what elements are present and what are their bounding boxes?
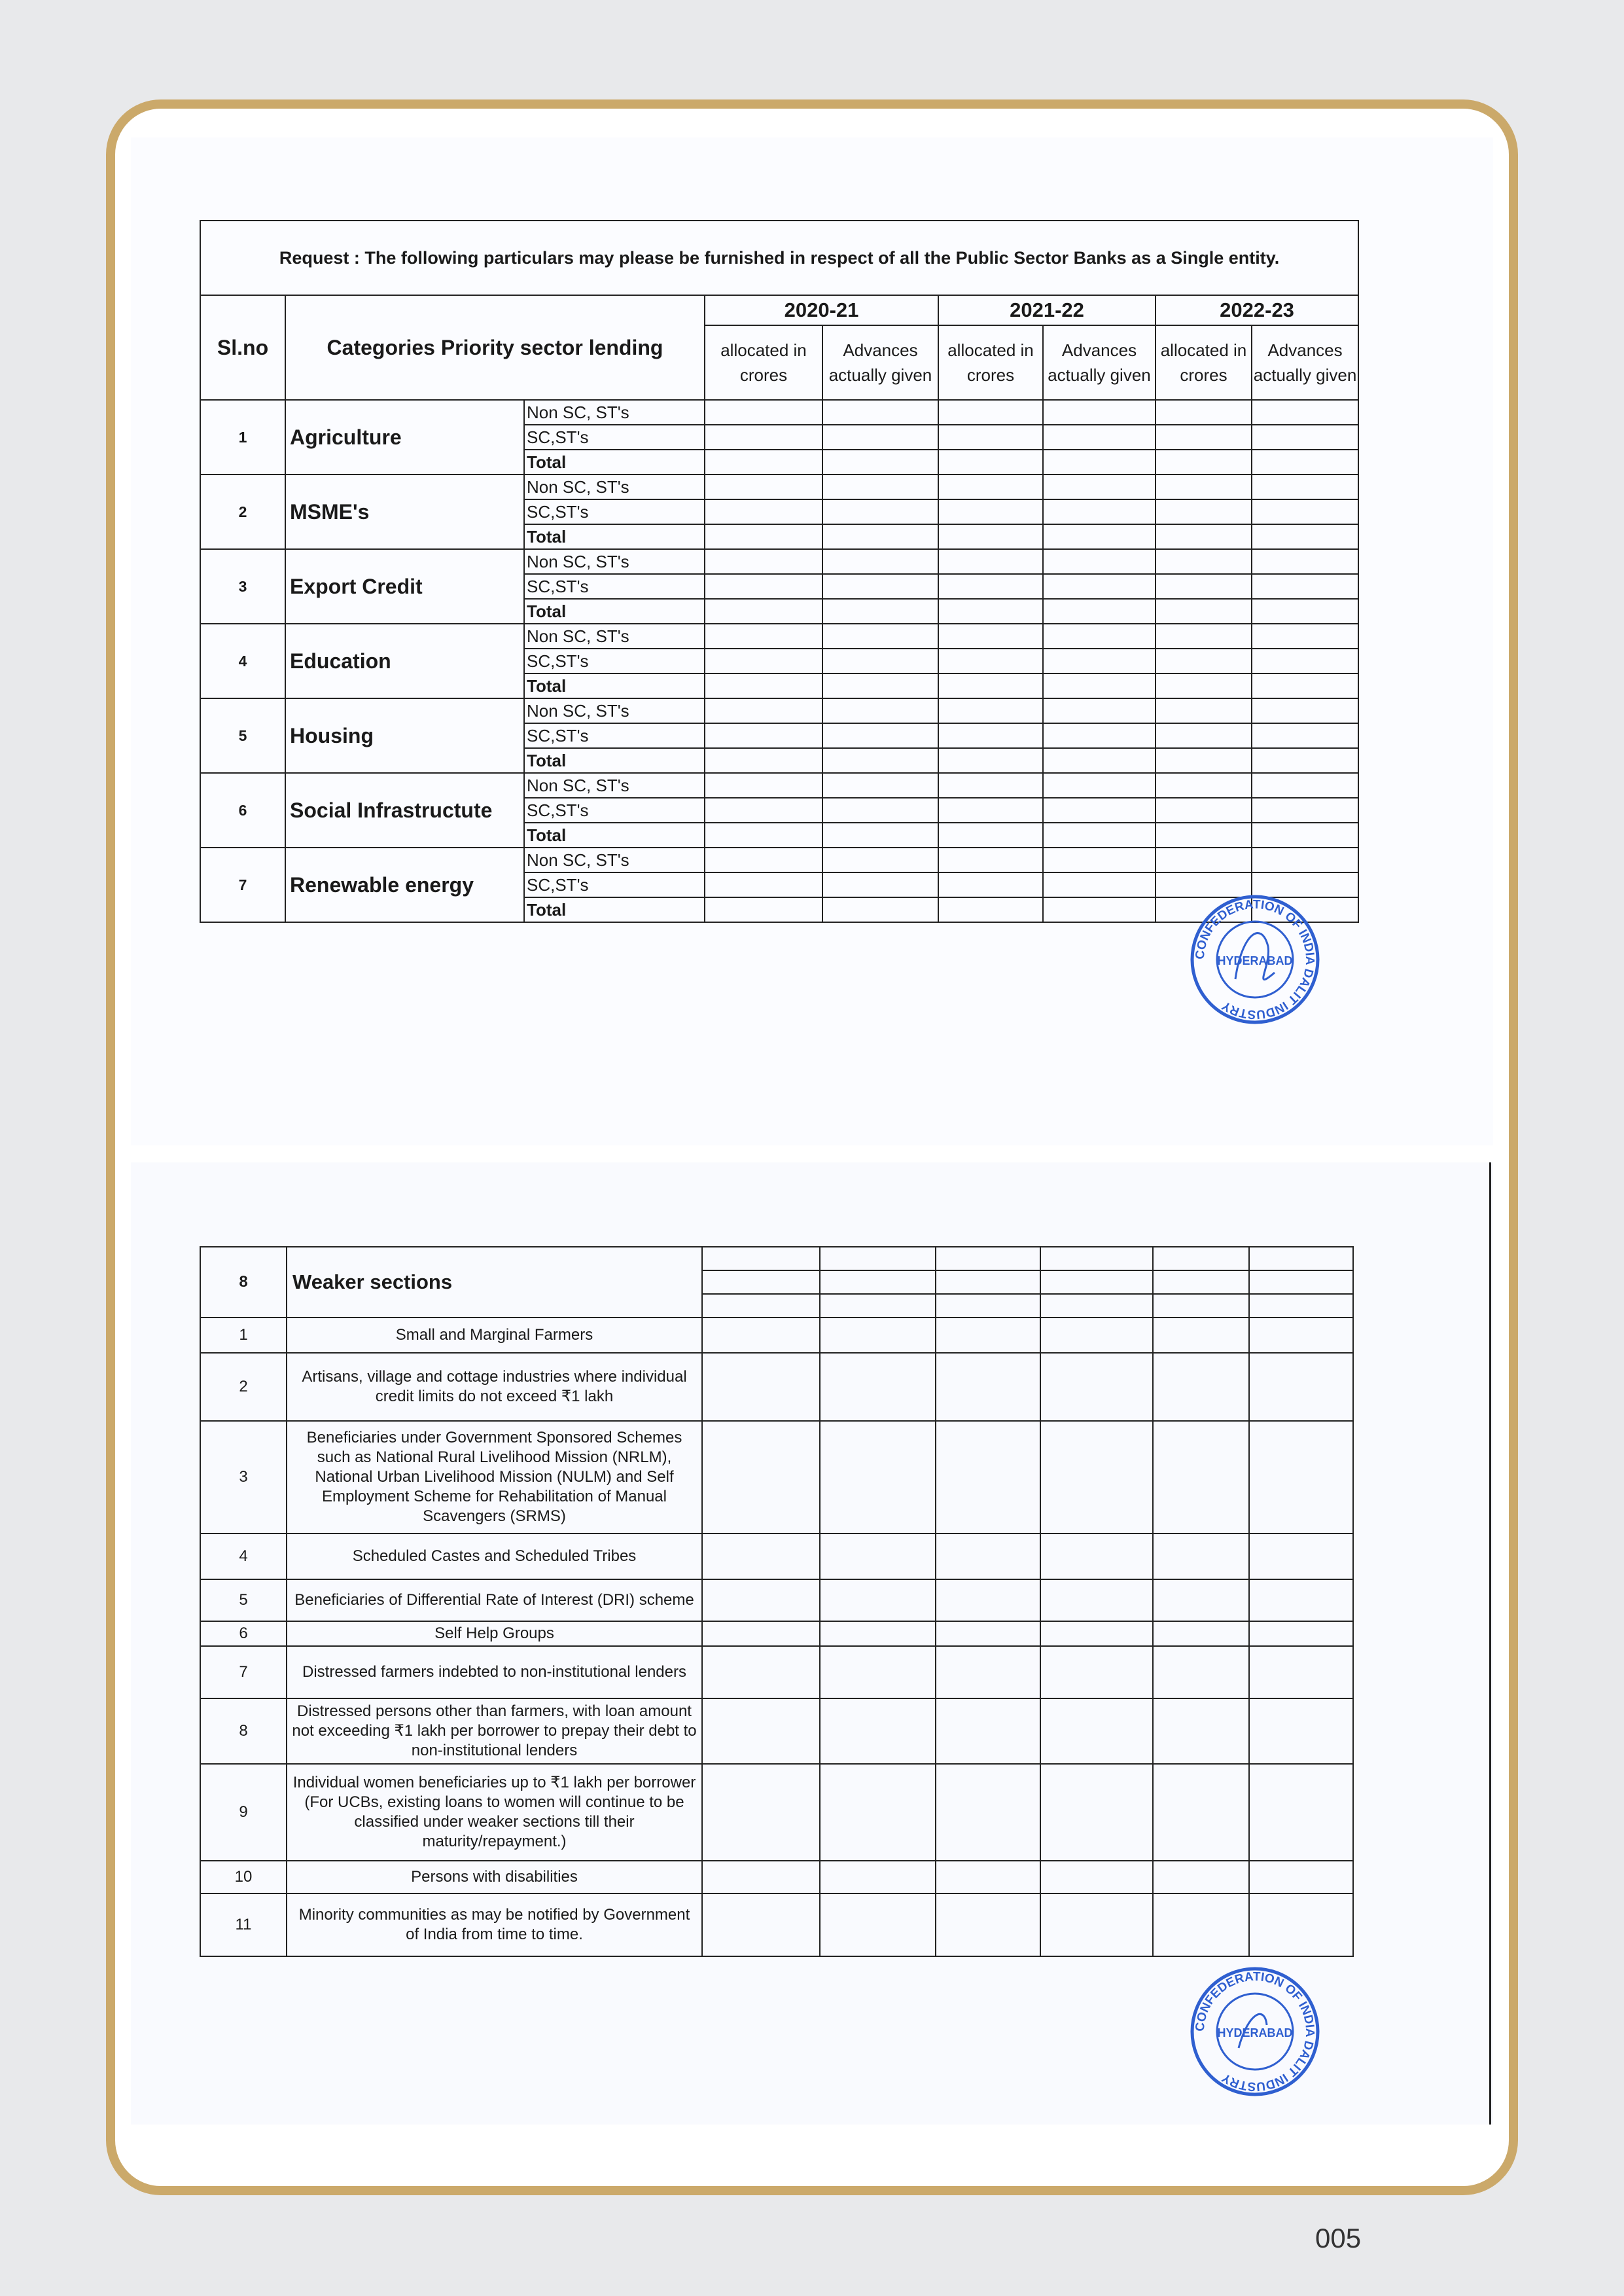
value-cell [705, 499, 822, 524]
subcategory-label: Total [524, 599, 705, 624]
scan-edge-line [1489, 1162, 1491, 2125]
value-cell [936, 1579, 1040, 1621]
value-cell [705, 624, 822, 649]
value-cell [1156, 723, 1252, 748]
value-cell [1252, 475, 1358, 499]
value-cell [1156, 649, 1252, 673]
value-cell [822, 599, 938, 624]
category-number: 6 [200, 773, 285, 848]
category-row [200, 624, 1358, 649]
weaker-section-row [200, 1698, 1353, 1764]
value-cell [705, 475, 822, 499]
value-cell [1252, 524, 1358, 549]
value-cell [822, 450, 938, 475]
subcategory-label: Non SC, ST's [524, 698, 705, 723]
year-header: 2020-21 [705, 295, 938, 325]
item-description: Distressed farmers indebted to non-institutional lenders [287, 1646, 702, 1698]
item-description: Individual women beneficiaries up to ₹1 lakh per borrower (For UCBs, existing loans to women will continue to be classified under weaker sections till their maturity/repayment.) [287, 1764, 702, 1861]
value-cell [1043, 524, 1156, 549]
value-cell [822, 872, 938, 897]
subcategory-label: SC,ST's [524, 798, 705, 823]
subcategory-label: Total [524, 748, 705, 773]
value-cell [1249, 1861, 1353, 1893]
value-cell [1249, 1646, 1353, 1698]
item-number: 4 [200, 1534, 287, 1579]
page-number: 005 [1315, 2223, 1362, 2253]
value-cell [820, 1318, 936, 1353]
subcategory-label: SC,ST's [524, 499, 705, 524]
value-cell [1252, 649, 1358, 673]
value-cell [1252, 723, 1358, 748]
value-cell [1252, 599, 1358, 624]
value-cell [705, 773, 822, 798]
value-cell [938, 872, 1043, 897]
value-cell [1043, 848, 1156, 872]
value-cell [1043, 450, 1156, 475]
value-cell [705, 450, 822, 475]
value-cell [702, 1421, 820, 1534]
subcategory-label: SC,ST's [524, 872, 705, 897]
value-cell [1156, 599, 1252, 624]
value-cell [936, 1534, 1040, 1579]
value-cell [822, 624, 938, 649]
category-row [200, 475, 1358, 499]
value-cell [938, 450, 1043, 475]
item-description: Artisans, village and cottage industries where individual credit limits do not exceed ₹1 lakh [287, 1353, 702, 1421]
item-description: Persons with disabilities [287, 1861, 702, 1893]
value-cell [938, 897, 1043, 922]
value-cell [705, 549, 822, 574]
value-cell [705, 848, 822, 872]
confederation-stamp-top [1190, 894, 1320, 1025]
value-cell [936, 1353, 1040, 1421]
value-cell [1040, 1353, 1153, 1421]
sub-column-header: Advances actually given [822, 325, 938, 400]
value-cell [822, 499, 938, 524]
item-number: 10 [200, 1861, 287, 1893]
value-cell [1249, 1534, 1353, 1579]
value-cell [702, 1698, 820, 1764]
year-header: 2022-23 [1156, 295, 1358, 325]
value-cell [1249, 1318, 1353, 1353]
value-cell [1040, 1646, 1153, 1698]
value-cell [938, 549, 1043, 574]
subcategory-label: SC,ST's [524, 425, 705, 450]
value-cell [705, 599, 822, 624]
value-cell [938, 475, 1043, 499]
weaker-section-row [200, 1353, 1353, 1421]
value-cell [938, 798, 1043, 823]
value-cell [1043, 599, 1156, 624]
value-cell [1156, 574, 1252, 599]
value-cell [1153, 1893, 1249, 1956]
subcategory-label: Non SC, ST's [524, 773, 705, 798]
value-cell [822, 698, 938, 723]
subcategory-label: SC,ST's [524, 723, 705, 748]
item-number: 3 [200, 1421, 287, 1534]
item-description: Beneficiaries under Government Sponsored Schemes such as National Rural Livelihood Mission (NRLM), National Urban Livelihood Mission (NULM) and Self Employment Scheme for Rehabilitation of Manual Scavengers (SRMS) [287, 1421, 702, 1534]
item-number: 1 [200, 1318, 287, 1353]
value-cell [1252, 798, 1358, 823]
value-cell [1153, 1353, 1249, 1421]
category-name: Agriculture [285, 400, 524, 475]
value-cell [820, 1534, 936, 1579]
category-number: 5 [200, 698, 285, 773]
value-cell [1043, 549, 1156, 574]
value-cell [936, 1621, 1040, 1646]
value-cell [938, 748, 1043, 773]
value-cell [1252, 450, 1358, 475]
value-cell [1249, 1421, 1353, 1534]
value-cell [820, 1579, 936, 1621]
value-cell [938, 574, 1043, 599]
value-cell [938, 599, 1043, 624]
value-cell [938, 624, 1043, 649]
sub-column-header: allocated in crores [938, 325, 1043, 400]
value-cell [1156, 773, 1252, 798]
value-cell [938, 400, 1043, 425]
subcategory-label: Non SC, ST's [524, 475, 705, 499]
subcategory-label: Total [524, 897, 705, 922]
value-cell [938, 698, 1043, 723]
category-number: 4 [200, 624, 285, 698]
value-cell [702, 1764, 820, 1861]
value-cell [1040, 1764, 1153, 1861]
item-description: Self Help Groups [287, 1621, 702, 1646]
subcategory-label: Total [524, 673, 705, 698]
value-cell [1156, 425, 1252, 450]
categories-header: Categories Priority sector lending [285, 295, 705, 400]
value-cell [820, 1621, 936, 1646]
value-cell [1153, 1764, 1249, 1861]
stamp-outer-text: CONFEDERATION OF INDIA DALIT INDUSTRY [1193, 1969, 1317, 2094]
year-header: 2021-22 [938, 295, 1156, 325]
value-cell [1040, 1534, 1153, 1579]
value-cell [1153, 1318, 1249, 1353]
value-cell [1156, 450, 1252, 475]
value-cell [822, 673, 938, 698]
value-cell [936, 1764, 1040, 1861]
value-cell [1043, 499, 1156, 524]
value-cell [702, 1861, 820, 1893]
subcategory-label: Non SC, ST's [524, 400, 705, 425]
value-cell [702, 1646, 820, 1698]
value-cell [938, 823, 1043, 848]
value-cell [1153, 1534, 1249, 1579]
item-number: 6 [200, 1621, 287, 1646]
item-number: 7 [200, 1646, 287, 1698]
value-cell [1043, 723, 1156, 748]
category-name: MSME's [285, 475, 524, 549]
subcategory-label: Non SC, ST's [524, 848, 705, 872]
subcategory-label: Total [524, 823, 705, 848]
weaker-section-row [200, 1646, 1353, 1698]
value-cell [1153, 1579, 1249, 1621]
value-cell [705, 574, 822, 599]
category-name: Social Infrastructute [285, 773, 524, 848]
value-cell [820, 1353, 936, 1421]
value-cell [705, 698, 822, 723]
weaker-sections-number: 8 [200, 1247, 287, 1318]
value-cell [822, 773, 938, 798]
value-cell [1249, 1893, 1353, 1956]
confederation-stamp-bottom [1190, 1966, 1320, 2097]
value-cell [1156, 823, 1252, 848]
value-cell [1249, 1353, 1353, 1421]
value-cell [705, 649, 822, 673]
value-cell [1249, 1764, 1353, 1861]
subcategory-label: SC,ST's [524, 574, 705, 599]
value-cell [1040, 1318, 1153, 1353]
category-name: Housing [285, 698, 524, 773]
category-number: 3 [200, 549, 285, 624]
category-number: 1 [200, 400, 285, 475]
value-cell [822, 524, 938, 549]
value-cell [938, 524, 1043, 549]
value-cell [1156, 475, 1252, 499]
value-cell [1043, 872, 1156, 897]
weaker-sections-title: Weaker sections [287, 1247, 702, 1318]
category-number: 2 [200, 475, 285, 549]
value-cell [1156, 798, 1252, 823]
item-description: Distressed persons other than farmers, with loan amount not exceeding ₹1 lakh per borrower to prepay their debt to non-institutional lenders [287, 1698, 702, 1764]
value-cell [1252, 823, 1358, 848]
value-cell [822, 400, 938, 425]
value-cell [938, 848, 1043, 872]
category-name: Export Credit [285, 549, 524, 624]
category-row [200, 773, 1358, 798]
value-cell [1043, 823, 1156, 848]
value-cell [822, 649, 938, 673]
item-description: Beneficiaries of Differential Rate of Interest (DRI) scheme [287, 1579, 702, 1621]
value-cell [1156, 624, 1252, 649]
value-cell [1043, 400, 1156, 425]
value-cell [820, 1893, 936, 1956]
value-cell [1252, 400, 1358, 425]
weaker-section-row [200, 1421, 1353, 1534]
value-cell [705, 723, 822, 748]
value-cell [702, 1534, 820, 1579]
value-cell [1153, 1861, 1249, 1893]
value-cell [1043, 748, 1156, 773]
value-cell [820, 1764, 936, 1861]
value-cell [702, 1621, 820, 1646]
value-cell [1252, 574, 1358, 599]
category-name: Education [285, 624, 524, 698]
category-row [200, 400, 1358, 425]
value-cell [1043, 698, 1156, 723]
value-cell [1043, 773, 1156, 798]
value-cell [1043, 897, 1156, 922]
value-cell [1040, 1893, 1153, 1956]
value-cell [822, 848, 938, 872]
value-cell [820, 1421, 936, 1534]
value-cell [1156, 698, 1252, 723]
value-cell [938, 649, 1043, 673]
item-number: 8 [200, 1698, 287, 1764]
item-description: Small and Marginal Farmers [287, 1318, 702, 1353]
value-cell [1252, 624, 1358, 649]
weaker-sections-table [200, 1246, 1354, 1957]
subcategory-label: Total [524, 450, 705, 475]
value-cell [1252, 698, 1358, 723]
value-cell [938, 425, 1043, 450]
category-number: 7 [200, 848, 285, 922]
category-row [200, 549, 1358, 574]
category-row [200, 698, 1358, 723]
value-cell [702, 1353, 820, 1421]
value-cell [822, 475, 938, 499]
weaker-section-row [200, 1861, 1353, 1893]
value-cell [822, 574, 938, 599]
value-cell [705, 673, 822, 698]
subcategory-label: Total [524, 524, 705, 549]
category-row [200, 848, 1358, 872]
item-description: Minority communities as may be notified by Government of India from time to time. [287, 1893, 702, 1956]
value-cell [1040, 1421, 1153, 1534]
value-cell [1040, 1621, 1153, 1646]
subcategory-label: Non SC, ST's [524, 549, 705, 574]
value-cell [822, 549, 938, 574]
value-cell [1249, 1621, 1353, 1646]
stamp-outer-text: CONFEDERATION OF INDIA DALIT INDUSTRY [1193, 897, 1317, 1022]
weaker-section-row [200, 1621, 1353, 1646]
weaker-section-row [200, 1764, 1353, 1861]
value-cell [1040, 1861, 1153, 1893]
stamp-inner-text: HYDERABAD [1217, 2026, 1293, 2039]
value-cell [1252, 773, 1358, 798]
category-name: Renewable energy [285, 848, 524, 922]
value-cell [705, 897, 822, 922]
item-number: 5 [200, 1579, 287, 1621]
value-cell [1252, 748, 1358, 773]
value-cell [705, 823, 822, 848]
value-cell [1249, 1698, 1353, 1764]
value-cell [936, 1421, 1040, 1534]
value-cell [702, 1893, 820, 1956]
value-cell [820, 1698, 936, 1764]
weaker-section-row [200, 1318, 1353, 1353]
value-cell [1156, 549, 1252, 574]
sub-column-header: Advances actually given [1043, 325, 1156, 400]
weaker-section-row [200, 1579, 1353, 1621]
value-cell [822, 823, 938, 848]
value-cell [820, 1861, 936, 1893]
value-cell [1156, 524, 1252, 549]
value-cell [1156, 400, 1252, 425]
value-cell [1153, 1621, 1249, 1646]
priority-sector-table [200, 220, 1359, 923]
weaker-section-row [200, 1534, 1353, 1579]
value-cell [1252, 549, 1358, 574]
sub-column-header: Advances actually given [1252, 325, 1358, 400]
value-cell [1043, 475, 1156, 499]
value-cell [705, 400, 822, 425]
item-number: 9 [200, 1764, 287, 1861]
value-cell [705, 798, 822, 823]
value-cell [1040, 1698, 1153, 1764]
value-cell [1252, 499, 1358, 524]
value-cell [936, 1318, 1040, 1353]
value-cell [1043, 425, 1156, 450]
item-description: Scheduled Castes and Scheduled Tribes [287, 1534, 702, 1579]
subcategory-label: Non SC, ST's [524, 624, 705, 649]
value-cell [1043, 649, 1156, 673]
value-cell [822, 798, 938, 823]
value-cell [938, 773, 1043, 798]
value-cell [936, 1698, 1040, 1764]
value-cell [1156, 499, 1252, 524]
stamp-inner-text: HYDERABAD [1217, 954, 1293, 967]
value-cell [822, 425, 938, 450]
value-cell [1156, 848, 1252, 872]
value-cell [1040, 1579, 1153, 1621]
value-cell [822, 897, 938, 922]
value-cell [1153, 1698, 1249, 1764]
value-cell [702, 1318, 820, 1353]
value-cell [938, 673, 1043, 698]
value-cell [820, 1646, 936, 1698]
value-cell [705, 748, 822, 773]
value-cell [936, 1893, 1040, 1956]
value-cell [705, 872, 822, 897]
value-cell [705, 425, 822, 450]
value-cell [1252, 673, 1358, 698]
value-cell [1249, 1579, 1353, 1621]
value-cell [1252, 425, 1358, 450]
value-cell [705, 524, 822, 549]
sub-column-header: allocated in crores [1156, 325, 1252, 400]
slno-header: Sl.no [200, 295, 285, 400]
value-cell [1043, 574, 1156, 599]
value-cell [1156, 673, 1252, 698]
subcategory-label: SC,ST's [524, 649, 705, 673]
value-cell [1153, 1646, 1249, 1698]
value-cell [1043, 798, 1156, 823]
value-cell [702, 1579, 820, 1621]
value-cell [822, 748, 938, 773]
item-number: 11 [200, 1893, 287, 1956]
weaker-section-row [200, 1893, 1353, 1956]
sub-column-header: allocated in crores [705, 325, 822, 400]
value-cell [1156, 748, 1252, 773]
item-number: 2 [200, 1353, 287, 1421]
value-cell [938, 723, 1043, 748]
value-cell [936, 1861, 1040, 1893]
value-cell [1043, 624, 1156, 649]
request-text: Request : The following particulars may please be furnished in respect of all the Public Sector Banks as a Single entity. [200, 221, 1358, 295]
value-cell [938, 499, 1043, 524]
value-cell [822, 723, 938, 748]
value-cell [1043, 673, 1156, 698]
value-cell [1153, 1421, 1249, 1534]
value-cell [936, 1646, 1040, 1698]
value-cell [1252, 848, 1358, 872]
